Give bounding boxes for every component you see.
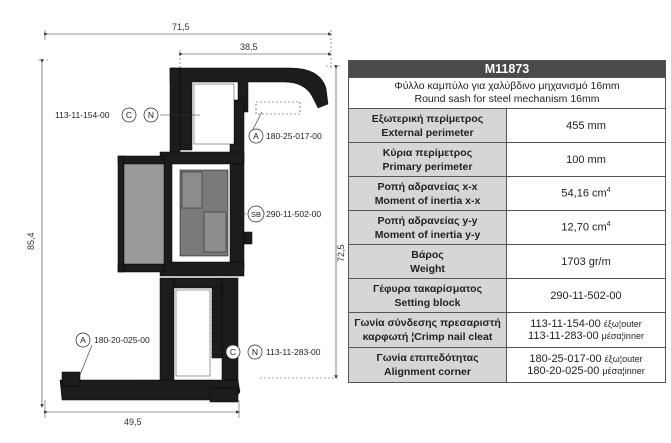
label-line2: καρφωτή ¦Crimp nail cleat [362, 331, 493, 343]
label-english: Primary perimeter [382, 160, 473, 173]
value-note: μέσα¦inner [601, 331, 644, 341]
spec-value: 455 mm [507, 109, 666, 143]
value-note: μέσα¦inner [602, 366, 645, 376]
spec-label [349, 143, 507, 177]
spec-label [349, 109, 507, 143]
value-text: 12,70 cm [561, 221, 607, 234]
label-greek: Ροπή αδρανείας y-y [377, 214, 478, 227]
value-note: έξω¦outer [603, 319, 642, 329]
spec-label [349, 245, 507, 279]
label-greek: Εξωτερική περίμετρος [371, 112, 484, 125]
spec-label [349, 177, 507, 211]
value-exponent: 4 [606, 221, 611, 229]
spec-value [507, 348, 666, 383]
value-line-inner [507, 330, 665, 342]
label-english: Weight [410, 262, 445, 275]
value-code: 113-11-154-00 [530, 318, 601, 330]
label-english: Moment of inertia x-x [374, 194, 481, 207]
label-english: Moment of inertia y-y [374, 228, 481, 241]
spec-row-primary-perimeter [349, 143, 666, 177]
spec-label [349, 348, 507, 383]
callout-code: 180-20-025-00 [94, 335, 150, 345]
value-code: 113-11-283-00 [528, 330, 599, 342]
spec-row-moment-yy [349, 211, 666, 245]
dimension-top-width [180, 42, 330, 70]
spec-row-moment-xx [349, 177, 666, 211]
spec-value [507, 313, 666, 348]
label-greek: Γωνία σύνδεσης πρεσαριστή [354, 317, 501, 329]
callout-letter: A [253, 131, 259, 141]
spec-row-alignment-corner [349, 348, 666, 383]
dimension-overall-width [45, 22, 331, 70]
callout-letter: C [125, 110, 133, 120]
spec-row-weight [349, 245, 666, 279]
spec-value: 100 mm [507, 143, 666, 177]
value-exponent: 4 [606, 187, 611, 195]
value-text: 54,16 cm [561, 187, 607, 200]
value-line-outer [507, 353, 665, 365]
label-english: Setting block [394, 296, 461, 309]
label-english: Crimp nail cleat [414, 331, 493, 343]
spec-label [349, 279, 507, 313]
label-greek: Γωνία επιπεδότητας [376, 352, 479, 364]
callout-letter: SB [250, 210, 262, 219]
profile-code-title: M11873 [349, 61, 666, 78]
label-greek: Γέφυρα τακαρίσματος [372, 282, 483, 295]
callout-code: 180-25-017-00 [266, 131, 322, 141]
spec-label [349, 211, 507, 245]
callout-113-11-283-00 [226, 345, 321, 359]
spec-table [348, 60, 666, 383]
dimension-overall-height [26, 60, 48, 406]
value-line-outer [507, 318, 665, 330]
label-greek-line2: καρφωτή [362, 331, 409, 343]
dimension-bottom-width [45, 400, 239, 427]
callout-180-20-025-00 [76, 333, 150, 347]
spec-value [507, 211, 666, 245]
spec-row-setting-block [349, 279, 666, 313]
label-english: Alignment corner [384, 366, 471, 378]
callout-letter: N [251, 347, 259, 357]
dimension-overall-height-label: 85,4 [26, 232, 36, 250]
callout-180-25-017-00 [249, 129, 322, 143]
callout-letter: A [80, 335, 86, 345]
spec-row-external-perimeter [349, 109, 666, 143]
callout-letter: C [229, 347, 237, 357]
description-english: Round sash for steel mechanism 16mm [414, 93, 600, 105]
label-english: External perimeter [381, 126, 474, 139]
callout-113-11-154-00-top [55, 108, 158, 122]
callout-code: 113-11-283-00 [266, 347, 321, 357]
label-greek: Κύρια περίμετρος [382, 146, 473, 159]
dimension-right-height [260, 66, 346, 378]
value-line-inner [507, 365, 665, 377]
spec-row-crimp-nail-cleat [349, 313, 666, 348]
description-greek: Φύλλο καμπύλο για χαλύβδινο μηχανισμό 16mm [394, 80, 620, 92]
dimension-overall-width-label: 71,5 [172, 22, 190, 32]
label-greek: Ροπή αδρανείας x-x [377, 180, 478, 193]
dimension-right-height-label: 72,5 [336, 244, 346, 262]
dimension-top-width-label: 38,5 [240, 42, 258, 52]
spec-value: 290-11-502-00 [507, 279, 666, 313]
callout-290-11-502-00 [248, 206, 321, 222]
callout-code: 113-11-154-00 [55, 110, 110, 120]
spec-value: 1703 gr/m [507, 245, 666, 279]
value-code: 180-25-017-00 [529, 353, 602, 365]
value-note: έξω¦outer [604, 354, 643, 364]
dimension-bottom-width-label: 49,5 [124, 417, 142, 427]
spec-value [507, 177, 666, 211]
label-greek: Βάρος [411, 248, 444, 261]
profile-description [349, 78, 666, 109]
spec-label [349, 313, 507, 348]
value-code: 180-20-025-00 [527, 365, 600, 377]
callout-code: 290-11-502-00 [266, 209, 322, 219]
callout-letter: N [147, 110, 155, 120]
